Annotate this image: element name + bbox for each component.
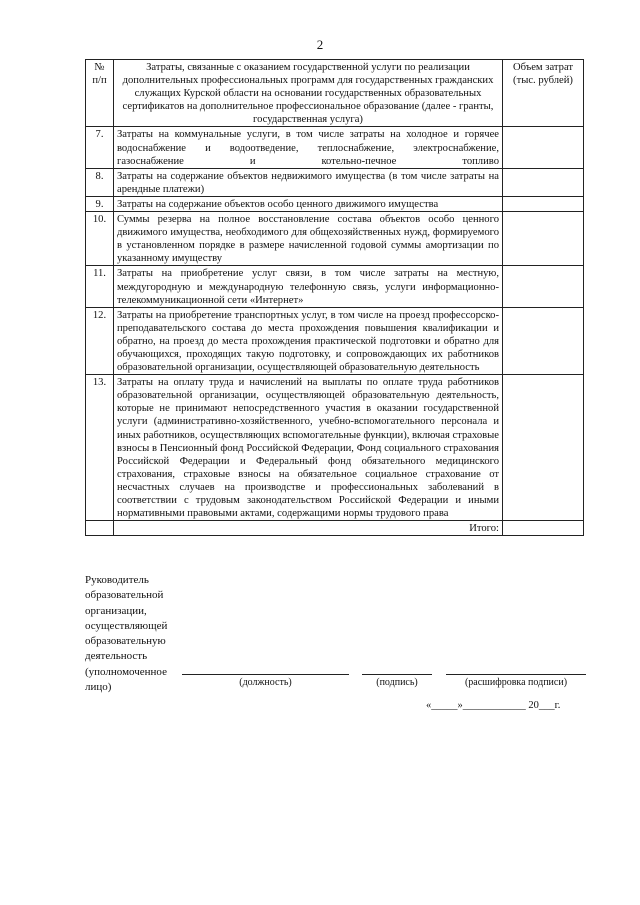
row-number: 13. <box>86 375 114 521</box>
row-description: Затраты на содержание объектов недвижимого имущества (в том числе затраты на арендные платежи) <box>114 168 503 196</box>
row-number: 9. <box>86 196 114 211</box>
table-row <box>86 127 584 168</box>
row-description: Суммы резерва на полное восстановление состава объектов особо ценного движимого имущества, необходимого для общехозяйственных нужд, формируемого в установленном порядке в размере начисленной годовой суммы амортизации по указанному имуществу <box>114 212 503 266</box>
position-line <box>182 674 349 675</box>
signatory-label: Руководитель образовательной организации, осуществляющей образовательную деятельность (уполномоченное лицо) <box>85 574 168 694</box>
date-line: «_____»____________ 20___г. <box>426 700 561 711</box>
decoding-line <box>446 674 586 675</box>
costs-table <box>85 59 584 536</box>
header-amount: Объем затрат (тыс. рублей) <box>503 60 584 127</box>
header-number: № п/п <box>86 60 114 127</box>
row-amount <box>503 266 584 307</box>
row-amount <box>503 196 584 211</box>
row-number: 11. <box>86 266 114 307</box>
signature-line <box>362 674 432 675</box>
row-number: 10. <box>86 212 114 266</box>
row-amount <box>503 168 584 196</box>
table-row <box>86 266 584 307</box>
row-amount <box>503 307 584 374</box>
total-number-cell <box>86 521 114 536</box>
row-amount <box>503 127 584 168</box>
decoding-caption: (расшифровка подписи) <box>464 677 568 688</box>
row-number: 7. <box>86 127 114 168</box>
signature-caption: (подпись) <box>376 677 418 688</box>
row-number: 12. <box>86 307 114 374</box>
header-description: Затраты, связанные с оказанием государственной услуги по реализации дополнительных профессиональных программ для государственных гражданских служащих Курской области на основании государственных образовательных сертификатов на дополнительное профессиональное образование (далее - гранты, государственная услуга) <box>114 60 503 127</box>
row-number: 8. <box>86 168 114 196</box>
position-caption: (должность) <box>239 677 292 688</box>
table-row <box>86 212 584 266</box>
row-description: Затраты на содержание объектов особо ценного движимого имущества <box>114 196 503 211</box>
row-amount <box>503 212 584 266</box>
table-row <box>86 307 584 374</box>
row-description: Затраты на приобретение транспортных услуг, в том числе на проезд профессорско-преподавательского состава до места прохождения повышения квалификации и обратно, на проезд до места прохождения практической подготовки и обратно для обучающихся, проходящих такую подготовку, и сопровождающих их работников образовательной организации, осуществляющей образовательную деятельность <box>114 307 503 374</box>
row-description: Затраты на приобретение услуг связи, в том числе затраты на местную, междугородную и международную телефонную связь, услуги информационно-телекоммуникационной сети «Интернет» <box>114 266 503 307</box>
row-description: Затраты на оплату труда и начислений на выплаты по оплате труда работников образовательной организации, осуществляющей образовательную деятельность, которые не принимают непосредственного участия в оказании государственной услуги (административно-хозяйственного, учебно-вспомогательного персонала и иных работников, осуществляющих вспомогательные функции), включая страховые взносы в Пенсионный фонд Российской Федерации, Фонд социального страхования Российской Федерации и Федеральный фонд обязательного медицинского страхования, страховые взносы на обязательное социальное страхование от несчастных случаев на производстве и профессиональных заболеваний в соответствии с трудовым законодательством Российской Федерации и иными нормативными правовыми актами, содержащими нормы трудового права <box>114 375 503 521</box>
row-description: Затраты на коммунальные услуги, в том числе затраты на холодное и горячее водоснабжение и водоотведение, теплоснабжение, электроснабжение, газоснабжение и котельно-печное топливо <box>114 127 503 168</box>
table-total-row <box>86 521 584 536</box>
table-row <box>86 375 584 521</box>
row-amount <box>503 375 584 521</box>
table-row <box>86 196 584 211</box>
table-header-row <box>86 60 584 127</box>
total-amount <box>503 521 584 536</box>
page-number: 2 <box>316 37 324 52</box>
table-row <box>86 168 584 196</box>
total-label: Итого: <box>114 521 503 536</box>
